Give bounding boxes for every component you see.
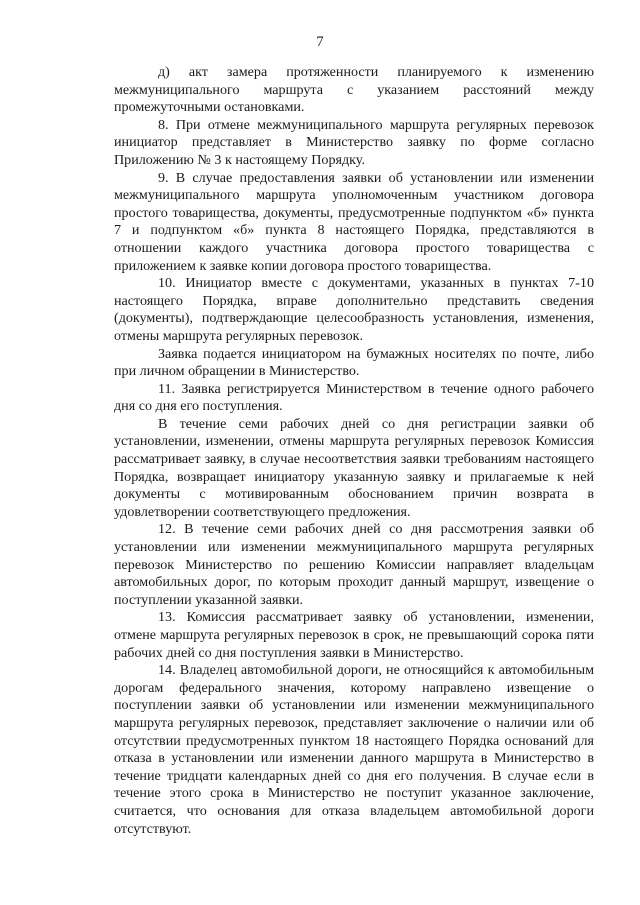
paragraph-14: 14. Владелец автомобильной дороги, не относящийся к автомобильным дорогам федерального значения, которому направлено извещение о поступлении заявки об установлении или изменении межмуниципального маршрута регулярных перевозок, представляет заключение о наличии или об отсутствии предусмотренных пунктом 18 настоящего Порядка оснований для отказа в установлении или изменении данного маршрута в Министерство в течение тридцати календарных дней со дня его получения. В случае если в течение этого срока в Министерство не поступит указанное заключение, считается, что основания для отказа владельцем автомобильной дороги отсутствуют. <box>114 662 594 837</box>
paragraph-7d: д) акт замера протяженности планируемого к изменению межмуниципального маршрута с указанием расстояний между промежуточными остановками. <box>114 64 594 116</box>
paragraph-10-submission: Заявка подается инициатором на бумажных носителях по почте, либо при личном обращении в Министерство. <box>114 345 594 380</box>
paragraph-13: 13. Комиссия рассматривает заявку об установлении, изменении, отмене маршрута регулярных перевозок в срок, не превышающий сорока пяти рабочих дней со дня поступления заявки в Министерство. <box>114 609 594 661</box>
paragraph-8: 8. При отмене межмуниципального маршрута регулярных перевозок инициатор представляет в Министерство заявку по форме согласно Приложению № 3 к настоящему Порядку. <box>114 116 594 168</box>
page-number: 7 <box>316 34 324 50</box>
paragraph-9: 9. В случае предоставления заявки об установлении или изменении межмуниципального маршрута уполномоченным участником договора простого товарищества, документы, предусмотренные подпунктом «б» пункта 7 и подпунктом «б» пункта 8 настоящего Порядка, представляются в отношении каждого участника договора простого товарищества с приложением к заявке копии договора простого товарищества. <box>114 169 594 274</box>
paragraph-10: 10. Инициатор вместе с документами, указанных в пунктах 7-10 настоящего Порядка, вправе дополнительно представить сведения (документы), подтверждающие целесообразность установления, изменения, отмены маршрута регулярных перевозок. <box>114 275 594 344</box>
paragraph-11: 11. Заявка регистрируется Министерством в течение одного рабочего дня со дня его поступления. <box>114 380 594 415</box>
paragraph-12: 12. В течение семи рабочих дней со дня рассмотрения заявки об установлении или изменении межмуниципального маршрута регулярных перевозок Министерство по решению Комиссии направляет владельцам автомобильных дорог, по которым проходит данный маршрут, извещение о поступлении указанной заявки. <box>114 521 594 608</box>
document-body <box>114 64 594 838</box>
paragraph-11-review: В течение семи рабочих дней со дня регистрации заявки об установлении, изменении, отмены маршрута регулярных перевозок Комиссия рассматривает заявку, в случае несоответствия заявки требованиям настоящего Порядка, возвращает инициатору указанную заявку и прилагаемые к ней документы с мотивированным обоснованием причин возврата в удовлетворении соответствующего предложения. <box>114 415 594 520</box>
